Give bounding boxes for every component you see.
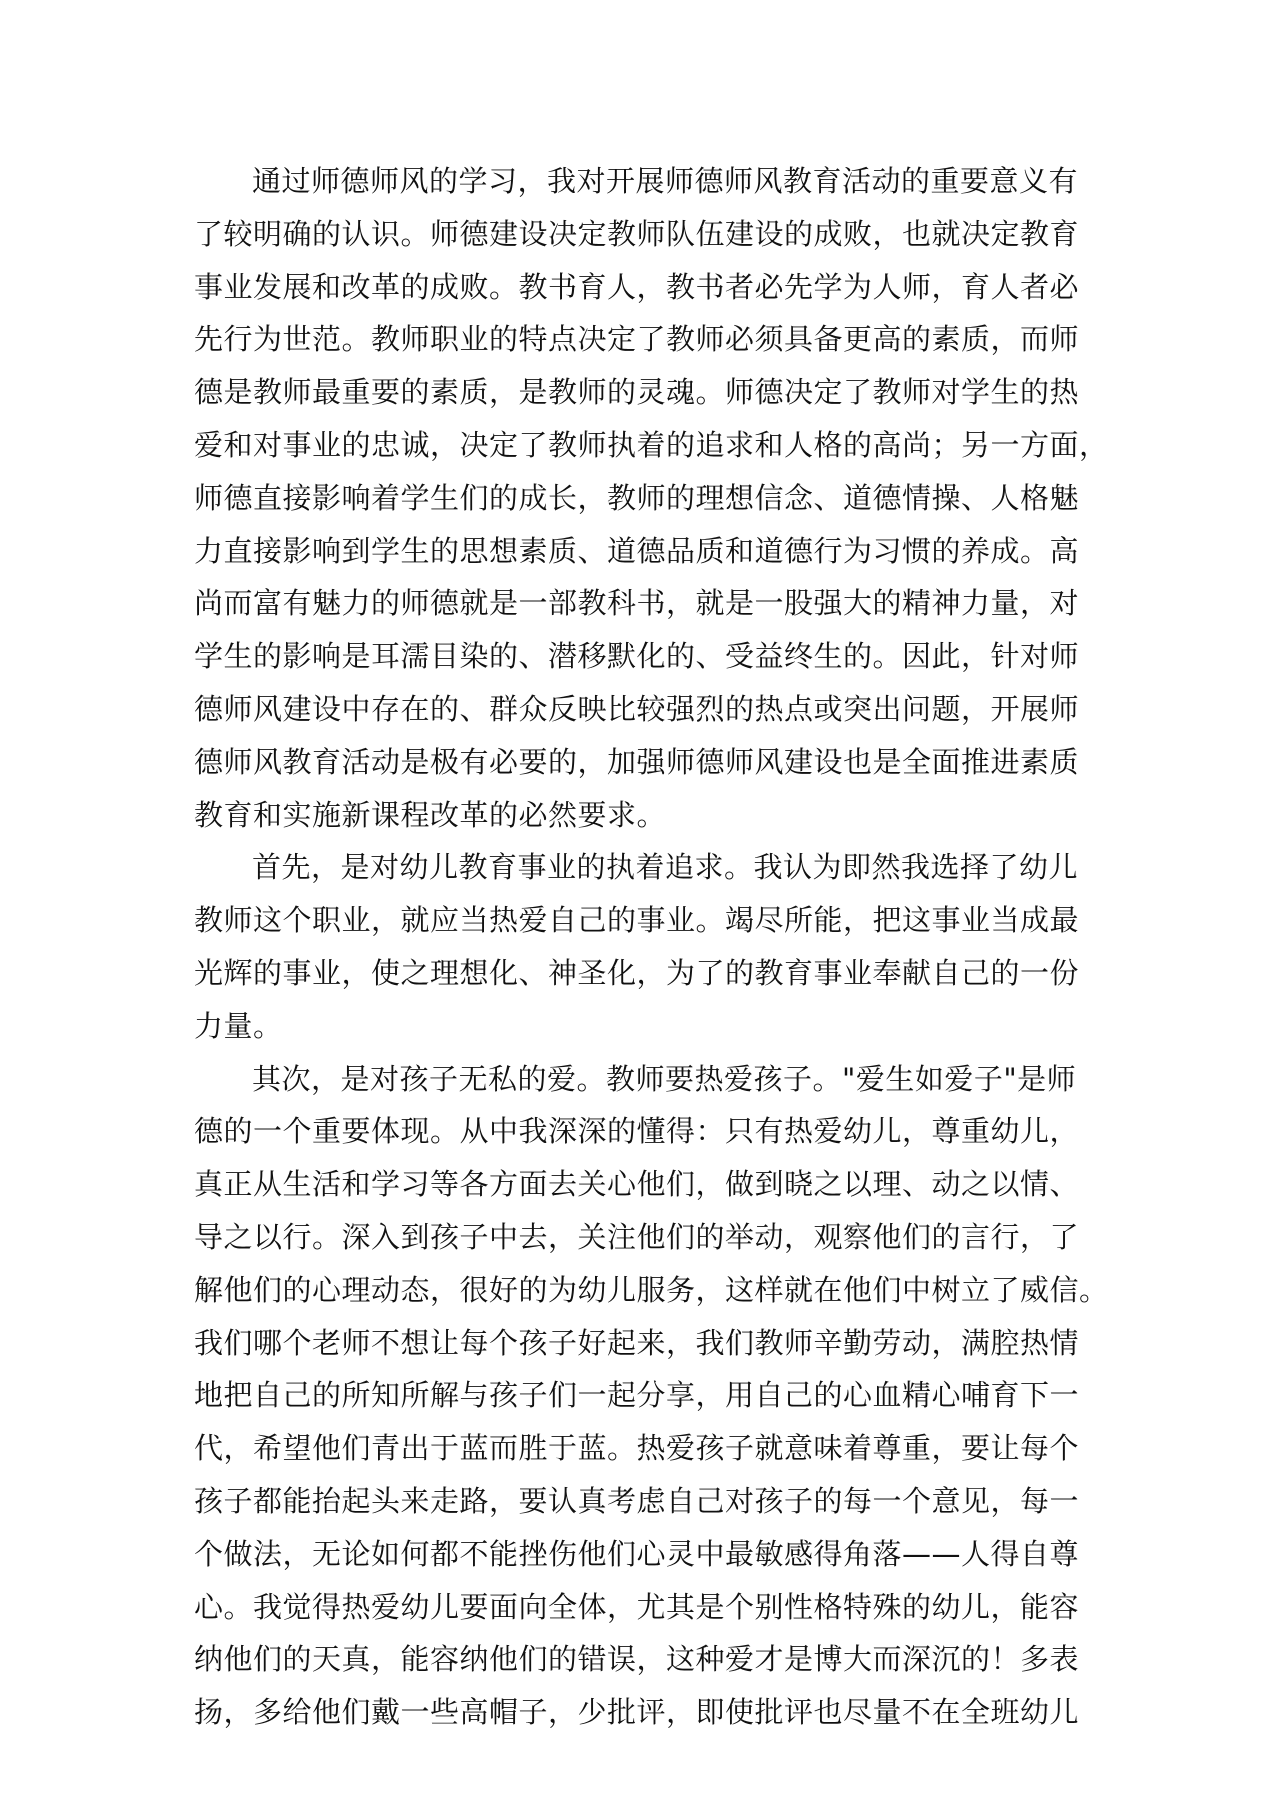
- text-line: 了较明确的认识。师德建设决定教师队伍建设的成败，也就决定教育: [194, 216, 1080, 251]
- text-line: 地把自己的所知所解与孩子们一起分享，用自己的心血精心哺育下一: [194, 1378, 1080, 1413]
- text-line: 解他们的心理动态，很好的为幼儿服务，这样就在他们中树立了威信。: [194, 1272, 1109, 1307]
- text-line: 首先，是对幼儿教育事业的执着追求。我认为即然我选择了幼儿: [252, 850, 1079, 885]
- text-line: 通过师德师风的学习，我对开展师德师风教育活动的重要意义有: [252, 164, 1079, 198]
- text-line: 心。我觉得热爱幼儿要面向全体，尤其是个别性格特殊的幼儿，能容: [194, 1589, 1080, 1624]
- text-line: 教育和实施新课程改革的必然要求。: [194, 797, 667, 832]
- paragraph-1: [194, 155, 1109, 841]
- text-line: 德是教师最重要的素质，是教师的灵魂。师德决定了教师对学生的热: [194, 375, 1080, 410]
- text-line: 事业发展和改革的成败。教书育人，教书者必先学为人师，育人者必: [194, 269, 1080, 304]
- text-line: 其次，是对孩子无私的爱。教师要热爱孩子。"爱生如爱子"是师: [252, 1061, 1077, 1096]
- text-line: 教师这个职业，就应当热爱自己的事业。竭尽所能，把这事业当成最: [194, 903, 1080, 938]
- document-body: [194, 155, 1109, 1739]
- text-line: 我们哪个老师不想让每个孩子好起来，我们教师辛勤劳动，满腔热情: [194, 1325, 1080, 1360]
- text-line: 代，希望他们青出于蓝而胜于蓝。热爱孩子就意味着尊重，要让每个: [194, 1431, 1080, 1466]
- text-line: 孩子都能抬起头来走路，要认真考虑自己对孩子的每一个意见，每一: [194, 1483, 1080, 1518]
- text-line: 导之以行。深入到孩子中去，关注他们的举动，观察他们的言行，了: [194, 1219, 1080, 1254]
- text-line: 扬，多给他们戴一些高帽子，少批评，即使批评也尽量不在全班幼儿: [194, 1695, 1080, 1730]
- text-line: 德的一个重要体现。从中我深深的懂得：只有热爱幼儿，尊重幼儿，: [194, 1114, 1080, 1149]
- text-line: 个做法，无论如何都不能挫伤他们心灵中最敏感得角落——人得自尊: [194, 1536, 1080, 1571]
- text-line: 德师风教育活动是极有必要的，加强师德师风建设也是全面推进素质: [194, 744, 1080, 779]
- paragraph-2: [194, 841, 1094, 1052]
- text-line: 力量。: [194, 1008, 283, 1043]
- text-line: 爱和对事业的忠诚，决定了教师执着的追求和人格的高尚；另一方面，: [194, 427, 1109, 462]
- text-line: 先行为世范。教师职业的特点决定了教师必须具备更高的素质，而师: [194, 322, 1080, 357]
- text-line: 力直接影响到学生的思想素质、道德品质和道德行为习惯的养成。高: [194, 533, 1080, 568]
- text-line: 真正从生活和学习等各方面去关心他们，做到晓之以理、动之以情、: [194, 1167, 1080, 1202]
- text-line: 学生的影响是耳濡目染的、潜移默化的、受益终生的。因此，针对师: [194, 639, 1080, 674]
- text-line: 师德直接影响着学生们的成长，教师的理想信念、道德情操、人格魅: [194, 480, 1080, 515]
- text-line: 纳他们的天真，能容纳他们的错误，这种爱才是博大而深沉的！多表: [194, 1642, 1080, 1677]
- text-line: 德师风建设中存在的、群众反映比较强烈的热点或突出问题，开展师: [194, 691, 1080, 726]
- paragraph-3: [194, 1053, 1109, 1739]
- text-line: 光辉的事业，使之理想化、神圣化，为了的教育事业奉献自己的一份: [194, 955, 1080, 990]
- text-line: 尚而富有魅力的师德就是一部教科书，就是一股强大的精神力量，对: [194, 586, 1080, 621]
